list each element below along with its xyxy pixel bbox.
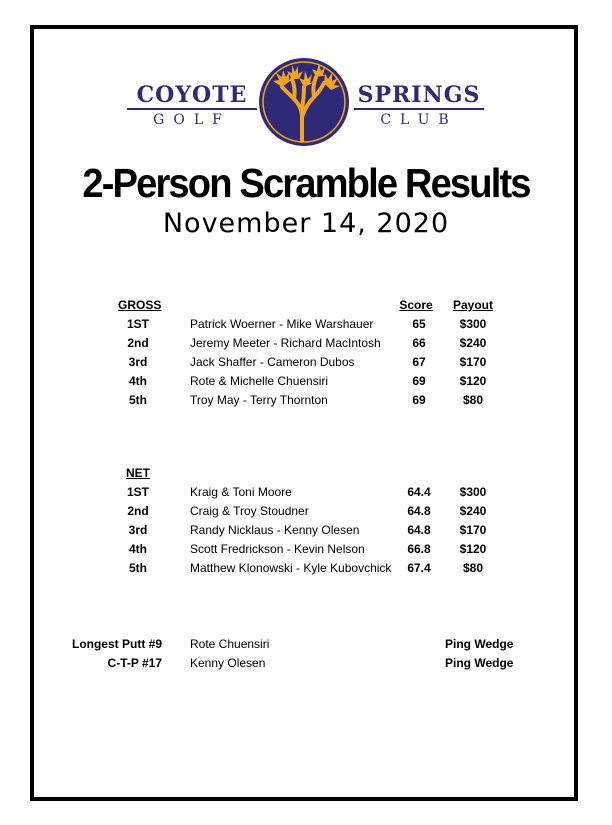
payout-header: Payout bbox=[452, 298, 493, 312]
table-row bbox=[0, 353, 612, 372]
team-names: Randy Nicklaus - Kenny Olesen bbox=[190, 523, 360, 537]
logo-word-club: CLUB bbox=[380, 112, 458, 128]
team-score: 64.8 bbox=[407, 504, 431, 518]
team-names: Rote & Michelle Chuensiri bbox=[190, 374, 329, 388]
net-header-row bbox=[0, 464, 612, 483]
club-logo bbox=[127, 57, 487, 147]
table-row bbox=[0, 559, 612, 578]
table-row bbox=[0, 315, 612, 334]
award-label: C-T-P #17 bbox=[107, 656, 162, 670]
award-winner: Rote Chuensiri bbox=[190, 637, 270, 651]
team-score: 67 bbox=[412, 355, 426, 369]
team-names: Matthew Klonowski - Kyle Kubovchick bbox=[190, 561, 392, 575]
place-label: 3rd bbox=[128, 523, 148, 537]
team-payout: $240 bbox=[459, 336, 487, 350]
table-row bbox=[0, 391, 612, 410]
team-payout: $240 bbox=[459, 504, 487, 518]
place-label: 2nd bbox=[127, 336, 149, 350]
team-payout: $120 bbox=[459, 374, 487, 388]
team-score: 69 bbox=[412, 393, 426, 407]
award-label: Longest Putt #9 bbox=[71, 637, 162, 651]
team-payout: $80 bbox=[462, 561, 484, 575]
team-payout: $170 bbox=[459, 523, 487, 537]
logo-rule-left bbox=[127, 108, 257, 110]
table-row bbox=[0, 483, 612, 502]
place-label: 4th bbox=[129, 542, 147, 556]
table-row bbox=[0, 521, 612, 540]
table-row bbox=[0, 334, 612, 353]
net-header: NET bbox=[126, 466, 150, 480]
list-item bbox=[0, 635, 612, 654]
logo-right-text bbox=[354, 83, 484, 128]
team-score: 64.4 bbox=[407, 485, 431, 499]
place-label: 3rd bbox=[128, 355, 148, 369]
team-names: Scott Fredrickson - Kevin Nelson bbox=[190, 542, 365, 556]
list-item bbox=[0, 654, 612, 673]
table-row bbox=[0, 502, 612, 521]
team-names: Craig & Troy Stoudner bbox=[190, 504, 309, 518]
team-payout: $300 bbox=[459, 485, 487, 499]
team-payout: $80 bbox=[462, 393, 484, 407]
team-names: Patrick Woerner - Mike Warshauer bbox=[190, 317, 374, 331]
page-title: 2-Person Scramble Results bbox=[82, 160, 530, 206]
joshua-tree-icon bbox=[258, 57, 350, 147]
place-label: 5th bbox=[129, 561, 147, 575]
team-score: 66.8 bbox=[407, 542, 431, 556]
logo-word-golf: GOLF bbox=[153, 112, 231, 128]
place-label: 5th bbox=[129, 393, 147, 407]
place-label: 2nd bbox=[127, 504, 149, 518]
team-names: Kraig & Toni Moore bbox=[190, 485, 292, 499]
team-score: 69 bbox=[412, 374, 426, 388]
place-label: 1ST bbox=[126, 485, 149, 499]
event-date: November 14, 2020 bbox=[162, 208, 450, 239]
team-score: 65 bbox=[412, 317, 426, 331]
team-payout: $170 bbox=[459, 355, 487, 369]
place-label: 1ST bbox=[126, 317, 149, 331]
table-row bbox=[0, 540, 612, 559]
award-prize: Ping Wedge bbox=[445, 637, 514, 651]
score-header: Score bbox=[399, 298, 433, 312]
team-names: Troy May - Terry Thornton bbox=[190, 393, 328, 407]
award-winner: Kenny Olesen bbox=[190, 656, 266, 670]
award-prize: Ping Wedge bbox=[445, 656, 514, 670]
team-score: 67.4 bbox=[407, 561, 431, 575]
logo-word-springs: SPRINGS bbox=[357, 82, 481, 108]
gross-header: GROSS bbox=[118, 298, 162, 312]
logo-rule-right bbox=[354, 108, 484, 110]
table-row bbox=[0, 372, 612, 391]
team-score: 66 bbox=[412, 336, 426, 350]
logo-word-coyote: COYOTE bbox=[136, 82, 248, 108]
place-label: 4th bbox=[129, 374, 147, 388]
gross-header-row bbox=[0, 296, 612, 315]
team-names: Jack Shaffer - Cameron Dubos bbox=[190, 355, 355, 369]
team-payout: $300 bbox=[459, 317, 487, 331]
team-score: 64.8 bbox=[407, 523, 431, 537]
team-payout: $120 bbox=[459, 542, 487, 556]
logo-left-text bbox=[127, 83, 257, 128]
team-names: Jeremy Meeter - Richard MacIntosh bbox=[190, 336, 381, 350]
